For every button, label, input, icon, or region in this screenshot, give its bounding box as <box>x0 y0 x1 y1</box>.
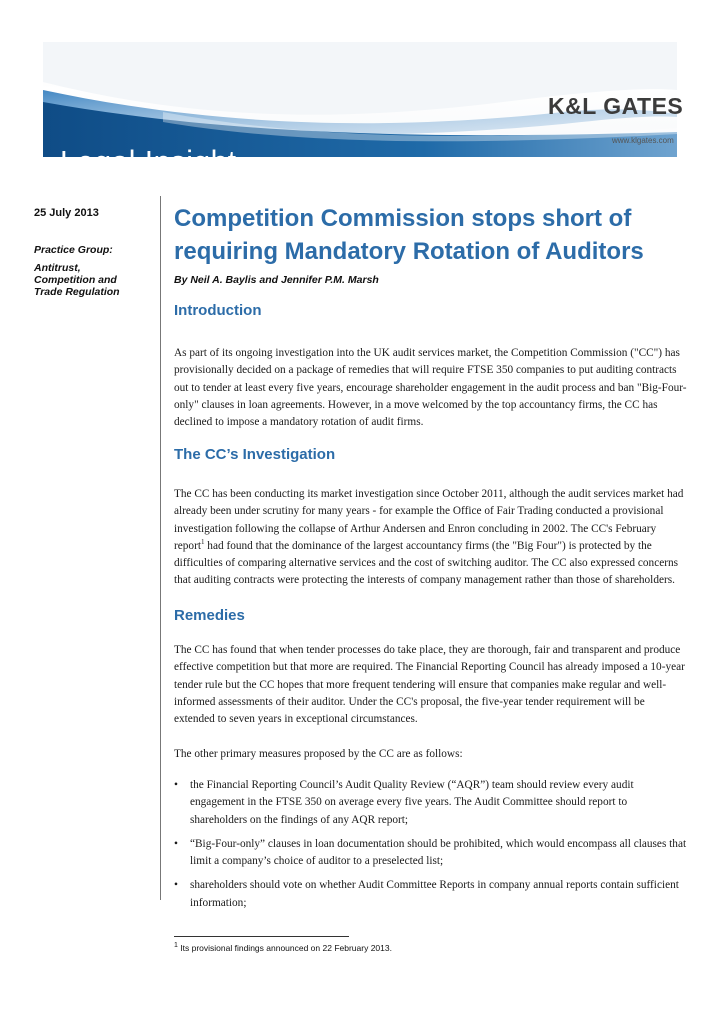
vertical-divider <box>160 196 161 900</box>
investigation-paragraph <box>174 486 687 590</box>
practice-area-line: Trade Regulation <box>34 286 120 298</box>
practice-group-areas <box>34 262 144 298</box>
list-item: • the Financial Reporting Council’s Audit Quality Review (“AQR”) team should review every audit engagement in the FTSE 350 on average every five years. The Audit Committee should report to shareholders on the findings of any AQR report; <box>174 777 687 829</box>
section-heading-introduction: Introduction <box>174 302 262 319</box>
intro-paragraph: As part of its ongoing investigation into the UK audit services market, the Competition Commission ("CC") has provisionally decided on a package of remedies that will require FTSE 350 companies to put auditing contracts out to tender at least every five years, encourage shareholder engagement in the audit process and ban "Big-Four-only" clauses in loan agreements. However, in a move welcomed by the top accountancy firms, the CC has declined to impose a mandatory rotation of audit firms. <box>174 347 687 429</box>
footnote-reference[interactable]: 1 <box>200 538 205 547</box>
footnote-text: Its provisional findings announced on 22 February 2013. <box>177 943 392 953</box>
list-item: • “Big-Four-only” clauses in loan documentation should be prohibited, which would encompass all clauses that limit a company’s choice of auditor to a preselected list; <box>174 836 687 871</box>
article-title: Competition Commission stops short of requiring Mandatory Rotation of Auditors <box>174 205 644 265</box>
practice-group-label: Practice Group: <box>34 244 113 256</box>
article-byline: By Neil A. Baylis and Jennifer P.M. Marsh <box>174 274 379 286</box>
remedies-paragraph: The CC has found that when tender processes do take place, they are thorough, fair and transparent and produce effective competition but that more are required. The Financial Reporting Council has already imposed a 10-year tender rule but the CC hopes that more frequent tendering will ensure that companies make regular and well-informed assessments of their auditor. Under the CC's proposal, the five-year tender requirement will be extended to seven years in exceptional circumstances. <box>174 644 685 726</box>
remedies-intro-line: The other primary measures proposed by the CC are as follows: <box>174 748 463 760</box>
footnote-divider <box>174 936 349 937</box>
banner-title: Legal Insight <box>60 145 237 180</box>
investigation-text-part1: The CC has been conducting its market investigation since October 2011, although the audit services market had already been under scrutiny for many years - for example the Office of Fair Trading conducted a provisional investigation following the collapse of Arthur Andersen and Enron concluding in 2002. The CC's February report <box>174 488 684 552</box>
practice-area-line: Competition and <box>34 274 117 286</box>
section-heading-remedies: Remedies <box>174 607 245 624</box>
investigation-text-part2: had found that the dominance of the largest accountancy firms (the "Big Four") is protected by the difficulties of comparing alternative services and the cost of switching auditor. The CC also expressed concerns that auditing contracts were protecting the interests of company management rather than those of shareholders. <box>174 539 679 587</box>
publication-date: 25 July 2013 <box>34 207 99 219</box>
kl-gates-logo: K&L GATES <box>548 93 684 119</box>
remedies-list <box>174 777 687 919</box>
website-url[interactable]: www.klgates.com <box>612 136 674 145</box>
section-heading-investigation: The CC’s Investigation <box>174 446 336 463</box>
footnote-number: 1 <box>174 942 178 950</box>
practice-area-line: Antitrust, <box>34 262 81 274</box>
list-item: • shareholders should vote on whether Audit Committee Reports in company annual reports contain sufficient information; <box>174 877 687 912</box>
footnote <box>174 943 392 953</box>
